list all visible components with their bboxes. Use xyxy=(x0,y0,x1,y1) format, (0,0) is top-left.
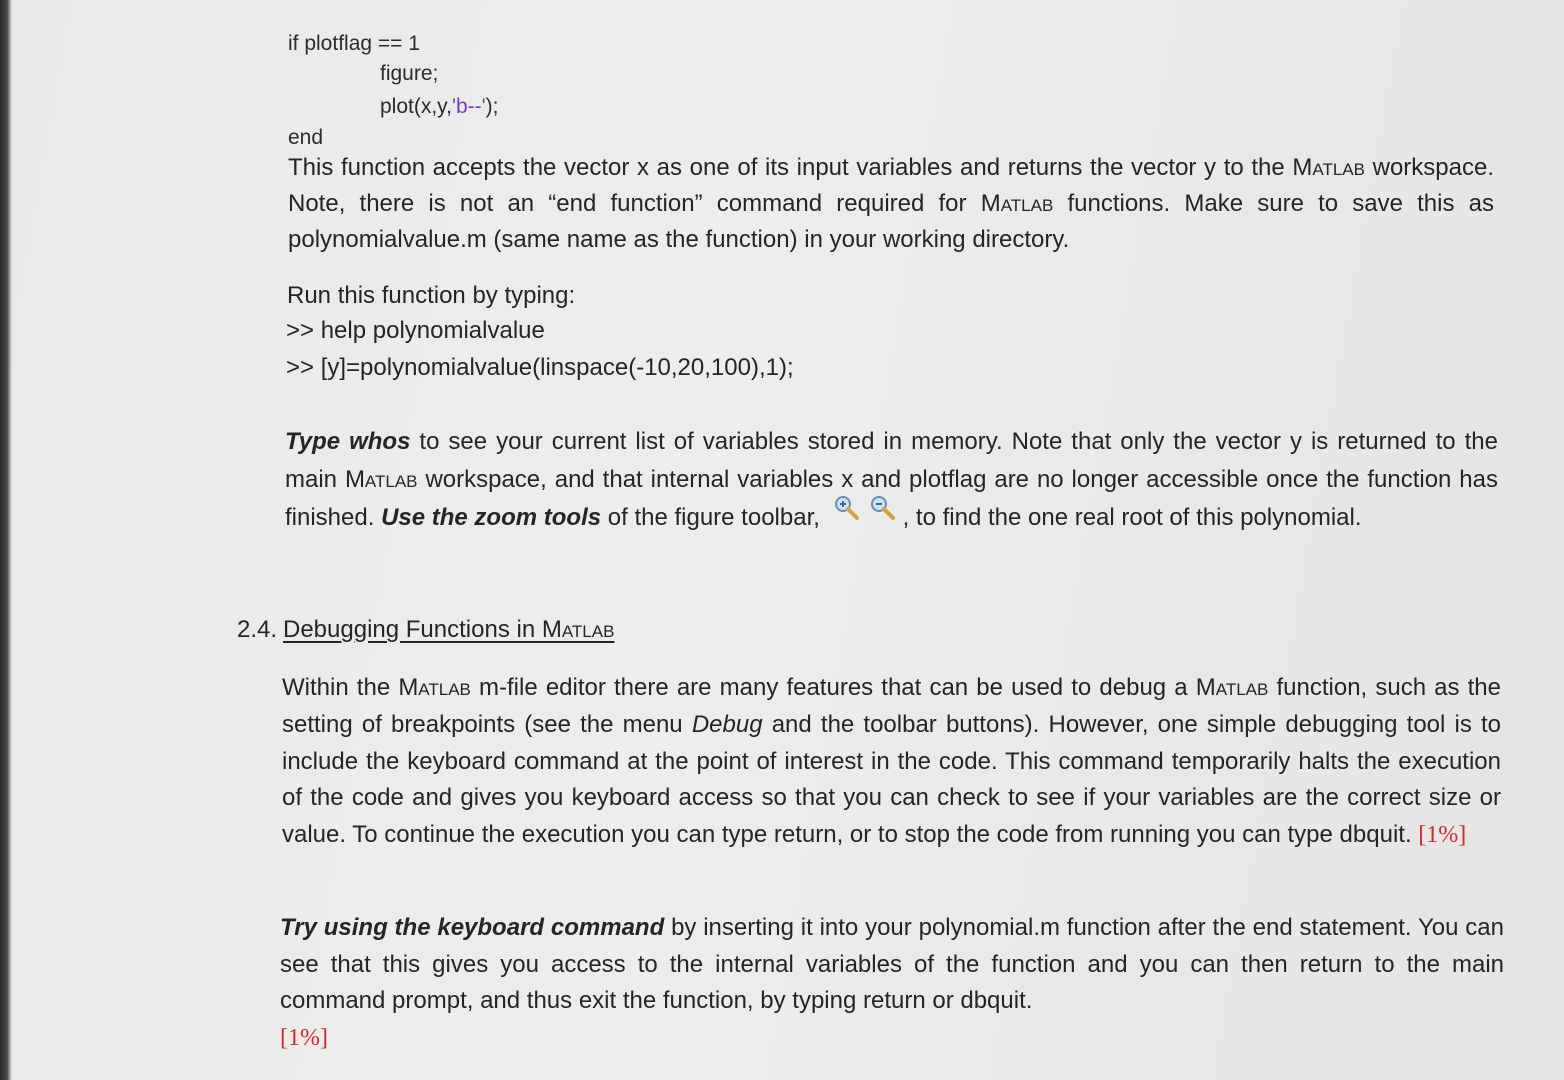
para1-text-1: This function accepts the vector x as one of its input variables and returns the vector y to the xyxy=(288,154,1293,181)
para2-bold-zoom-tools: Use the zoom tools xyxy=(381,504,602,531)
section-number: 2.4. xyxy=(237,616,278,643)
para4-percent-mark: [1%] xyxy=(280,1024,328,1051)
para3-italic-debug: Debug xyxy=(691,710,763,738)
zoom-in-icon xyxy=(831,493,863,525)
section-title-matlab: Matlab xyxy=(541,616,615,643)
zoom-tools-icons xyxy=(827,499,903,529)
paragraph-keyboard-command xyxy=(280,910,1504,1056)
code-plot-prefix: plot(x,y, xyxy=(380,95,452,118)
section-title-text: Debugging Functions in xyxy=(283,616,542,643)
run-intro: Run this function by typing: xyxy=(287,282,576,309)
paragraph-whos xyxy=(285,423,1498,537)
para2-text-3: of the figure toolbar, xyxy=(601,504,827,531)
paragraph-debugging xyxy=(282,670,1501,854)
para2-text-1: to see your current list of variables stored in memory. Note that only the vector y is returned to the main xyxy=(285,428,1498,493)
command-help: >> help polynomialvalue xyxy=(286,317,545,344)
code-line-if: if plotflag == 1 xyxy=(288,32,420,55)
code-line-plot xyxy=(380,95,498,119)
code-line-end: end xyxy=(288,126,324,149)
para3-text-2: m-file editor there are many features that can be used to debug a xyxy=(470,674,1196,701)
zoom-out-icon xyxy=(867,493,899,525)
para1-text-2: workspace. Note, there is not an “end function” command required for xyxy=(288,154,1494,217)
code-plot-suffix: ); xyxy=(485,95,499,118)
para2-bold-type-whos: Type whos xyxy=(285,428,411,455)
para3-matlab-2: Matlab xyxy=(1195,674,1269,701)
para3-matlab-1: Matlab xyxy=(398,674,471,701)
command-run: >> [y]=polynomialvalue(linspace(-10,20,100),1); xyxy=(286,354,794,381)
paragraph-function-description xyxy=(288,150,1494,258)
para2-text-2: workspace, and that internal variables x and plotflag are no longer accessible once the function has finished. xyxy=(285,466,1499,531)
para3-text-4: and the toolbar buttons). However, one simple debugging tool is to include the keyboard command at the point of interest in the code. This command temporarily halts the execution of the code and gives you keyboard access so that you can check to see if your variables are the correct size or value. To continue the execution you can type return, or to stop the code from running you can type dbquit. xyxy=(282,710,1501,849)
para3-text-1: Within the xyxy=(282,674,399,701)
para4-text-1: by inserting it into your polynomial.m function after the end statement. You can see that this gives you access to the internal variables of the function and you can then return to the main command prompt, and thus exit the function, by typing return or dbquit. xyxy=(280,914,1504,1014)
para1-matlab-2: Matlab xyxy=(980,190,1054,217)
para1-matlab-1: Matlab xyxy=(1292,154,1365,181)
section-title xyxy=(283,616,614,644)
para4-bold-keyboard: Try using the keyboard command xyxy=(280,914,665,941)
para2-matlab: Matlab xyxy=(344,466,418,493)
para2-text-4: , to find the one real root of this polynomial. xyxy=(902,504,1362,531)
code-line-figure: figure; xyxy=(380,62,439,85)
para3-text-3: function, such as the setting of breakpoints (see the menu xyxy=(282,674,1502,738)
para1-text-3: functions. Make sure to save this as polynomialvalue.m (same name as the function) in your working directory. xyxy=(288,190,1494,253)
para3-percent-mark: [1%] xyxy=(1418,822,1467,849)
code-plot-string: 'b--' xyxy=(451,95,486,118)
